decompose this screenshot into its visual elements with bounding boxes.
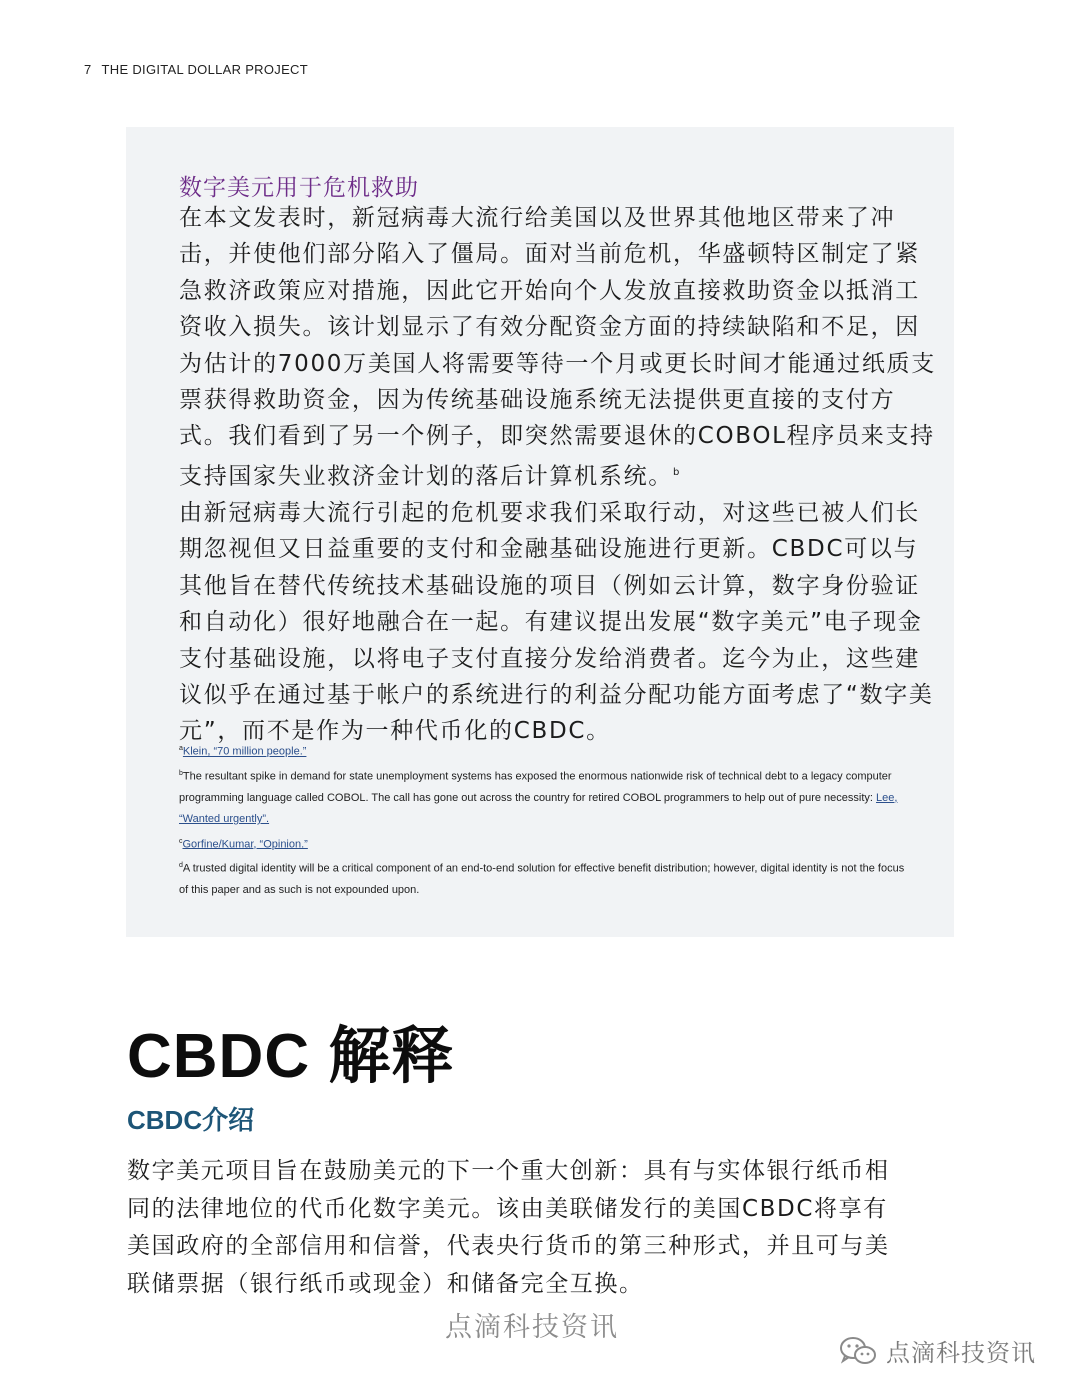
footnote-link-gorfine[interactable]: Gorfine/Kumar, “Opinion.”	[182, 838, 308, 851]
footnote-mark: c	[179, 837, 183, 845]
page-number: 7	[84, 62, 92, 77]
sidebar-paragraph-1	[179, 200, 939, 495]
watermark-text: 点滴科技资讯	[445, 1312, 619, 1343]
footnote-text: The resultant spike in demand for state unemployment systems has exposed the enormous nationwide risk of technical debt to a legacy computer programming language called COBOL. The call has gone out across the country for retired COBOL programmers to help out of pure necessity:	[179, 770, 892, 804]
footnote-mark: d	[179, 862, 183, 870]
footnote-a	[179, 738, 909, 763]
sidebar-title: 数字美元用于危机救助	[179, 175, 419, 201]
section-title: CBDC 解释	[127, 1022, 455, 1091]
footnote-c	[179, 831, 909, 856]
section-body	[127, 1153, 907, 1303]
footnotes	[179, 738, 909, 902]
page-header	[84, 62, 308, 77]
footnote-mark: b	[179, 769, 183, 777]
footnote-d	[179, 855, 909, 901]
watermark-logo-text: 点滴科技资讯	[886, 1339, 1036, 1367]
footnote-link-lee[interactable]: Lee, “Wanted urgently”.	[179, 791, 898, 826]
section-subtitle: CBDC介绍	[127, 1105, 255, 1135]
sidebar-paragraph-1-text: 在本文发表时，新冠病毒大流行给美国以及世界其他地区带来了冲击，并使他们部分陷入了僵局。面对当前危机，华盛顿特区制定了紧急救济政策应对措施，因此它开始向个人发放直接救助资金以抵消工资收入损失。该计划显示了有效分配资金方面的持续缺陷和不足，因为估计的7000万美国人将需要等待一个月或更长时间才能通过纸质支票获得救助资金，因为传统基础设施系统无法提供更直接的支付方式。我们看到了另一个例子，即突然需要退休的COBOL程序员来支持支持国家失业救济金计划的落后计算机系统。	[179, 205, 936, 490]
sidebar-body	[179, 200, 939, 750]
footnote-mark: a	[179, 745, 183, 752]
wechat-icon	[838, 1335, 878, 1367]
publication-title: THE DIGITAL DOLLAR PROJECT	[101, 62, 308, 77]
footnote-b	[179, 763, 909, 831]
footnote-link-klein[interactable]: Klein, “70 million people.”	[182, 745, 307, 758]
footnote-ref-b[interactable]: b	[673, 466, 680, 478]
sidebar-paragraph-2: 由新冠病毒大流行引起的危机要求我们采取行动，对这些已被人们长期忽视但又日益重要的支付和金融基础设施进行更新。CBDC可以与其他旨在替代传统技术基础设施的项目（例如云计算，数字身份验证和自动化）很好地融合在一起。有建议提出发展“数字美元”电子现金支付基础设施，以将电子支付直接分发给消费者。迄今为止，这些建议似乎在通过基于帐户的系统进行的利益分配功能方面考虑了“数字美元”，而不是作为一种代币化的CBDC。	[179, 499, 934, 745]
section-paragraph: 数字美元项目旨在鼓励美元的下一个重大创新：具有与实体银行纸币相同的法律地位的代币化数字美元。该由美联储发行的美国CBDC将享有美国政府的全部信用和信誉，代表央行货币的第三种形式，并且可与美联储票据（银行纸币或现金）和储备完全互换。	[127, 1158, 890, 1297]
footnote-text: A trusted digital identity will be a critical component of an end-to-end solution for effective benefit distribution; however, digital identity is not the focus of this paper and as such is not expounded upon.	[179, 863, 905, 897]
watermark-logo	[838, 1333, 1036, 1368]
